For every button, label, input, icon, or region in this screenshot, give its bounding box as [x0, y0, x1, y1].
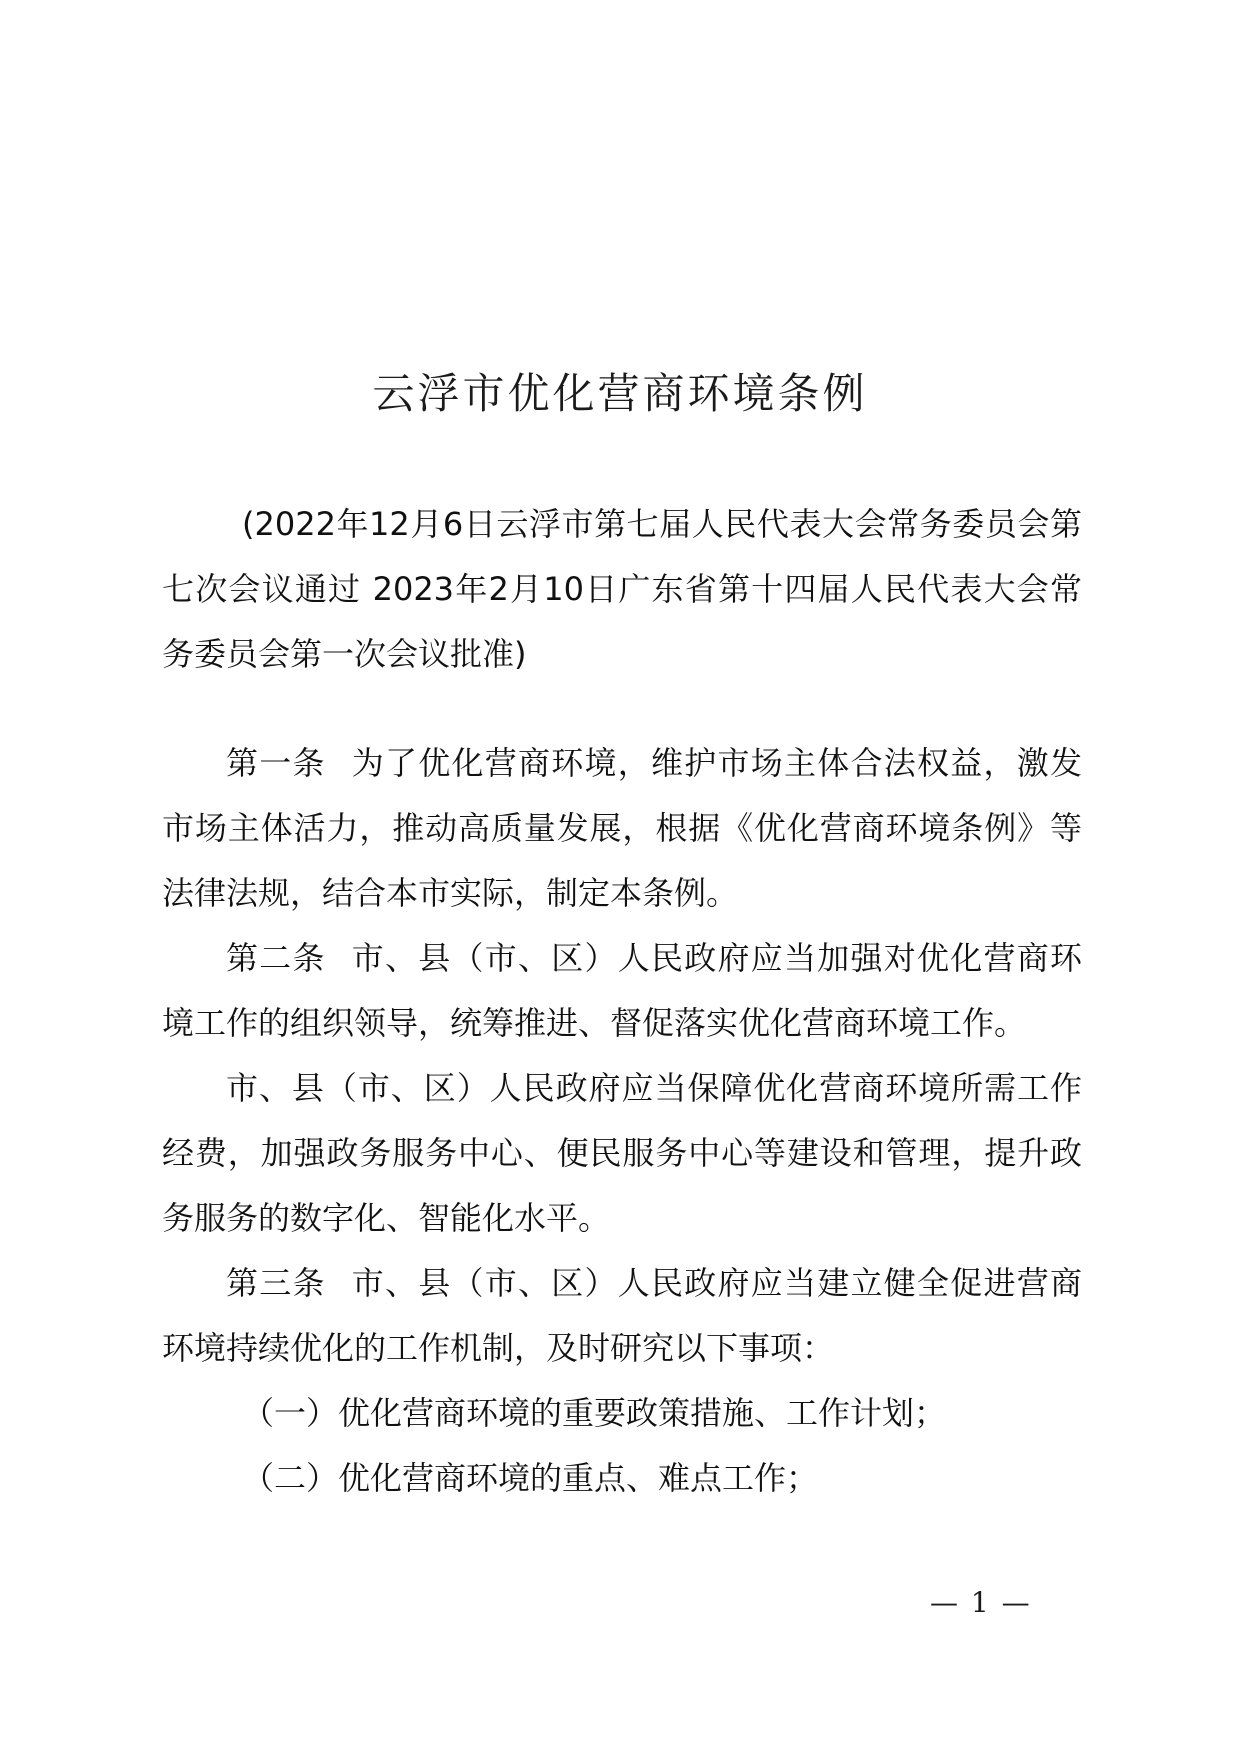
document-title: 云浮市优化营商环境条例: [372, 369, 868, 418]
article-3-item-2: （二）优化营商环境的重点、难点工作；: [242, 1459, 819, 1497]
article-label: 第二条: [226, 939, 326, 977]
adoption-note-block: [162, 492, 1082, 687]
article-1: [162, 731, 1082, 926]
document-body: [162, 731, 1082, 1511]
article-label: 第三条: [226, 1264, 326, 1302]
article-text: 为了优化营商环境，维护市场主体合法权益，激发市场主体活力，推动高质量发展，根据《优化营商环境条例》等法律法规，结合本市实际，制定本条例。: [162, 744, 1082, 912]
article-label: 第一条: [226, 744, 326, 782]
article-text: 市、县（市、区）人民政府应当加强对优化营商环境工作的组织领导，统筹推进、督促落实优化营商环境工作。: [162, 939, 1082, 1042]
adoption-note: (2022年12月6日云浮市第七届人民代表大会常务委员会第七次会议通过 2023年2月10日广东省第十四届人民代表大会常务委员会第一次会议批准): [162, 505, 1082, 673]
article-3: [162, 1251, 1082, 1381]
article-3-item-1: （一）优化营商环境的重要政策措施、工作计划；: [242, 1394, 947, 1432]
page-number: — 1 —: [930, 1586, 1032, 1619]
article-2-paragraph-2: 市、县（市、区）人民政府应当保障优化营商环境所需工作经费，加强政务服务中心、便民服务中心等建设和管理，提升政务服务的数字化、智能化水平。: [162, 1069, 1082, 1237]
article-2: [162, 926, 1082, 1056]
article-text: 市、县（市、区）人民政府应当建立健全促进营商环境持续优化的工作机制，及时研究以下事项：: [162, 1264, 1082, 1367]
